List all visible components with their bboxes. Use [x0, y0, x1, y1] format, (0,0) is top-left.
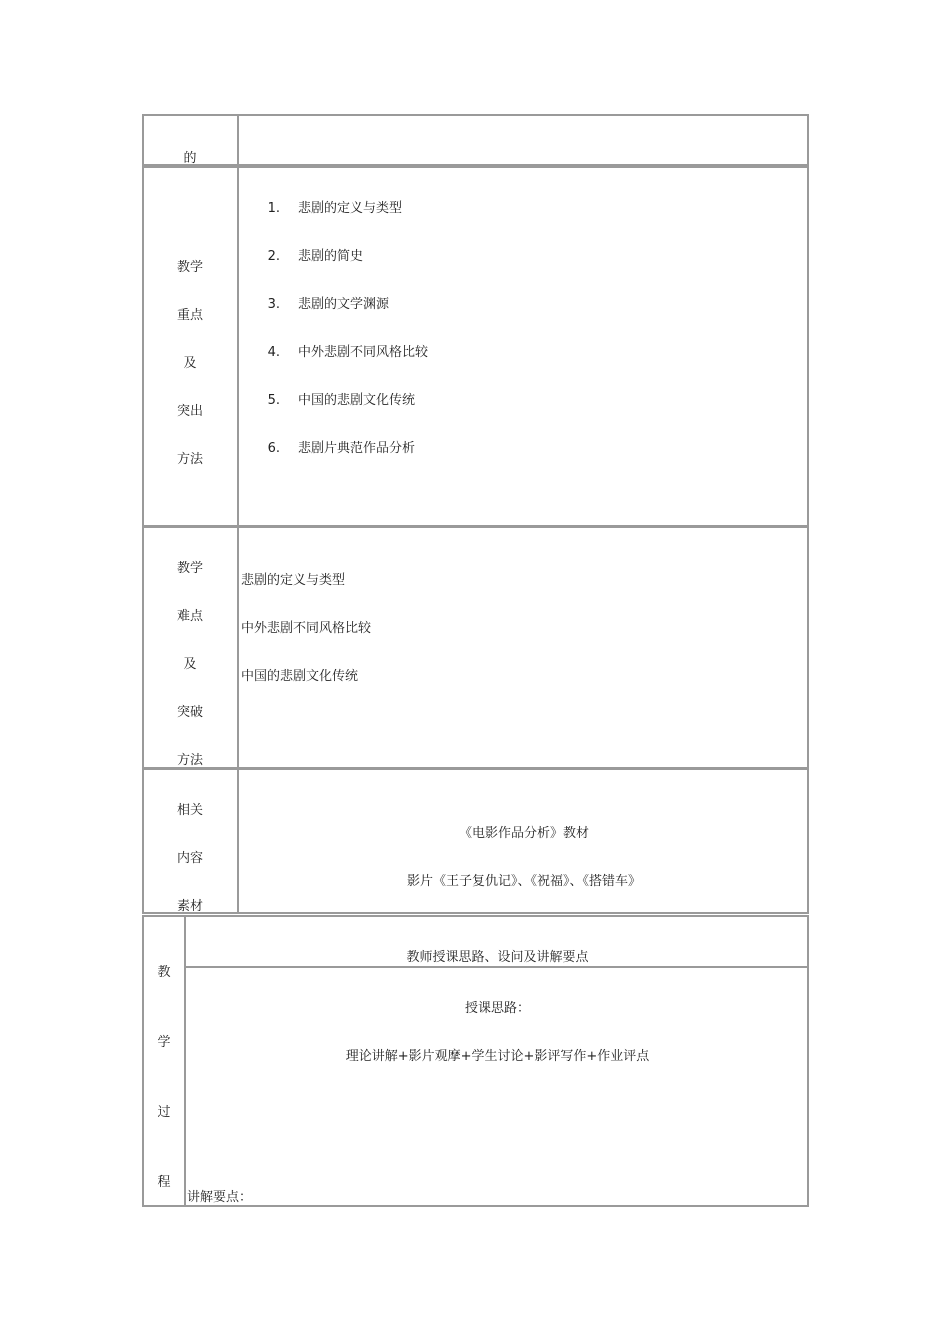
table-divider — [237, 114, 239, 914]
approach-text: 理论讲解+影片观摩+学生讨论+影评写作+作业评点 — [345, 1049, 650, 1064]
list-number: 5. — [267, 393, 280, 408]
list-item: 悲剧片典范作品分析 — [298, 441, 416, 456]
label-line: 内容 — [176, 851, 203, 866]
label-char: 学 — [157, 1035, 171, 1050]
label-line: 教学 — [176, 260, 203, 275]
label-line: 及 — [183, 356, 197, 371]
label-line: 素材 — [176, 899, 203, 914]
label-char: 教 — [157, 965, 171, 980]
approach-title: 授课思路： — [464, 1001, 530, 1016]
list-item: 悲剧的定义与类型 — [298, 201, 403, 216]
label-line: 重点 — [176, 308, 203, 323]
label-line: 教学 — [176, 561, 203, 576]
label-line: 难点 — [176, 609, 203, 624]
process-header: 教师授课思路、设问及讲解要点 — [406, 950, 589, 965]
label-line: 突破 — [176, 705, 203, 720]
list-item: 中国的悲剧文化传统 — [298, 393, 416, 408]
list-item: 悲剧的定义与类型 — [241, 573, 346, 588]
label-line: 方法 — [176, 452, 203, 467]
goal-row — [142, 114, 809, 166]
list-number: 1. — [267, 201, 280, 216]
difficulties-row — [142, 526, 809, 769]
label-char: 过 — [157, 1105, 171, 1120]
label-line: 突出 — [176, 404, 203, 419]
label-line: 及 — [183, 657, 197, 672]
key-points-row — [142, 166, 809, 527]
key-points-label: 讲解要点： — [187, 1190, 253, 1205]
list-number: 2. — [267, 249, 280, 264]
materials-textbook: 《电影作品分析》教材 — [458, 826, 589, 841]
list-item: 中外悲剧不同风格比较 — [241, 621, 372, 636]
list-item: 中国的悲剧文化传统 — [241, 669, 359, 684]
label-line: 方法 — [176, 753, 203, 768]
materials-films: 影片《王子复仇记》、《祝福》、《搭错车》 — [406, 874, 641, 889]
list-number: 4. — [267, 345, 280, 360]
list-number: 3. — [267, 297, 280, 312]
label-line: 相关 — [176, 803, 203, 818]
label-char: 程 — [157, 1175, 171, 1190]
process-header-line — [184, 966, 809, 968]
goal-label: 的 — [183, 151, 197, 166]
list-item: 悲剧的简史 — [298, 249, 364, 264]
list-item: 中外悲剧不同风格比较 — [298, 345, 429, 360]
list-number: 6. — [267, 441, 280, 456]
list-item: 悲剧的文学渊源 — [298, 297, 390, 312]
